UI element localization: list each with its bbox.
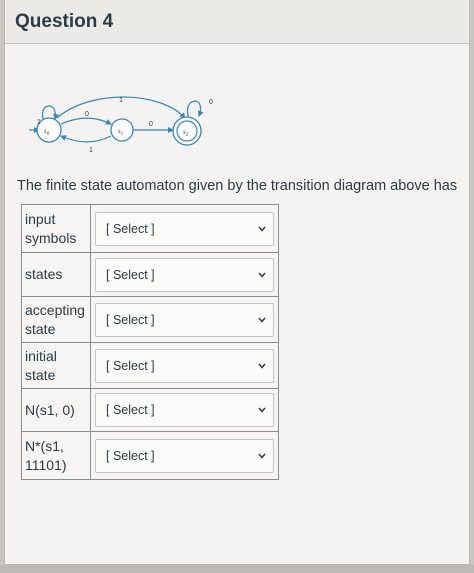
select-value: [ Select ] [106,267,155,282]
label-s1-to-s0: 1 [89,147,93,154]
select-value: [ Select ] [106,358,155,373]
row-label-accepting-state: accepting state [22,297,91,343]
quiz-page [4,0,470,565]
question-title: Question 4 [15,10,114,32]
row-label-states: states [22,253,91,297]
table-row [22,389,279,432]
s1-to-s0-arrow [61,136,111,142]
select-value: [ Select ] [106,312,155,327]
label-s2-self: 0 [209,99,213,106]
question-header [5,0,469,44]
s2-self-loop [187,101,200,118]
state-s1-label: $s_1$ [118,127,124,137]
chevron-down-icon [257,270,267,280]
page-bottom-edge [0,565,474,573]
label-s0-to-s2: 1 [119,97,123,104]
state-s2-label: $s_2$ [183,128,189,138]
select-accepting-state[interactable] [95,303,274,337]
state-s1 [111,119,133,141]
table-row [22,343,279,389]
table-row [22,297,279,343]
state-s0-label: $s_0$ [44,127,50,137]
select-initial-state[interactable] [95,349,274,383]
chevron-down-icon [257,451,267,461]
select-value: [ Select ] [106,221,155,236]
s0-to-s1-arrow [61,118,111,124]
row-label-initial-state: initial state [22,343,91,389]
select-value: [ Select ] [106,448,155,463]
select-value: [ Select ] [106,403,155,417]
table-row [22,253,279,297]
chevron-down-icon [257,405,267,415]
row-label-n-star-s1-11101: N*(s1, 11101) [22,432,91,480]
transition-diagram [29,84,229,164]
label-s0-to-s1: 0 [85,111,89,118]
question-prompt: The finite state automaton given by the transition diagram above has [17,178,458,194]
select-n-s1-0[interactable] [95,393,274,427]
label-s0-self: 1 [37,119,41,126]
select-states[interactable] [95,258,274,292]
table-row [22,432,279,480]
table-row [22,205,279,253]
chevron-down-icon [257,361,267,371]
chevron-down-icon [257,315,267,325]
answer-table [21,204,279,480]
row-label-input-symbols: input symbols [22,205,91,253]
select-n-star-s1-11101[interactable] [95,439,274,473]
row-label-n-s1-0: N(s1, 0) [22,389,91,432]
label-s1-to-s2: 0 [149,121,153,128]
chevron-down-icon [257,224,267,234]
select-input-symbols[interactable] [95,212,274,246]
